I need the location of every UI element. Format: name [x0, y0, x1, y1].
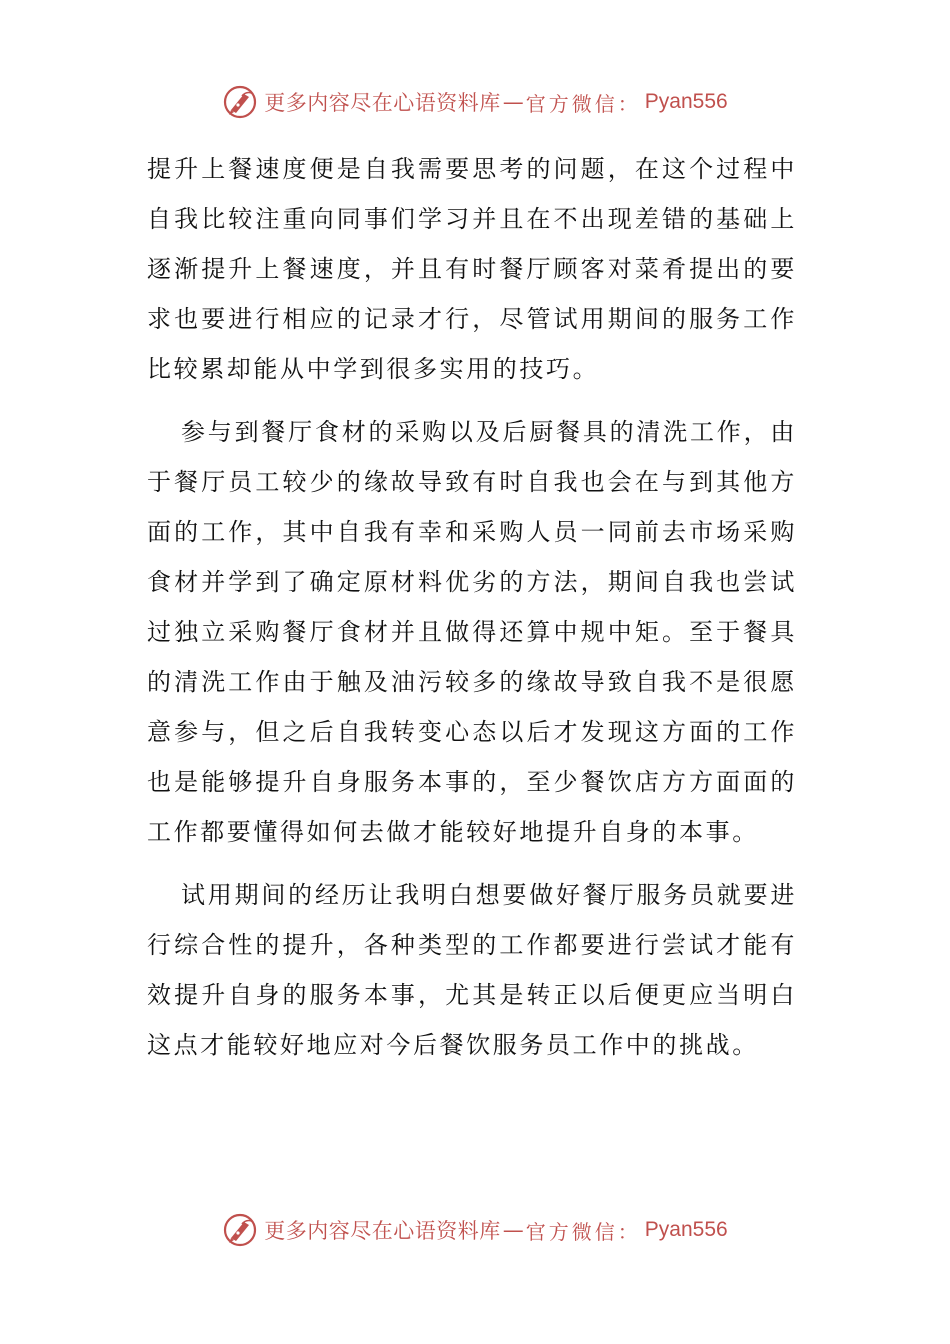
footer-wechat-label: 官方微信：: [525, 1219, 641, 1244]
paragraph-3: 试用期间的经历让我明白想要做好餐厅服务员就要进行综合性的提升，各种类型的工作都要进行尝试才能有效提升自身的服务本事，尤其是转正以后便更应当明白这点才能较好地应对今后餐饮服务员工作中的挑战。: [147, 881, 797, 1059]
paragraph-1: 提升上餐速度便是自我需要思考的问题，在这个过程中自我比较注重向同事们学习并且在不出现差错的基础上逐渐提升上餐速度，并且有时餐厅顾客对菜肴提出的要求也要进行相应的记录才行，尽管试用期间的服务工作比较累却能从中学到很多实用的技巧。: [147, 155, 797, 383]
header-wechat-label: 官方微信：: [525, 91, 641, 116]
pen-logo-icon: [222, 1212, 258, 1248]
footer-separator: —: [502, 1218, 524, 1242]
header-banner: [0, 80, 950, 124]
paragraph-2: 参与到餐厅食材的采购以及后厨餐具的清洗工作，由于餐厅员工较少的缘故导致有时自我也会在与到其他方面的工作，其中自我有幸和采购人员一同前去市场采购食材并学到了确定原材料优劣的方法，期间自我也尝试过独立采购餐厅食材并且做得还算中规中矩。至于餐具的清洗工作由于触及油污较多的缘故导致自我不是很愿意参与，但之后自我转变心态以后才发现这方面的工作也是能够提升自身服务本事的，至少餐饮店方方面面的工作都要懂得如何去做才能较好地提升自身的本事。: [147, 418, 797, 846]
footer-wechat-id: Pyan556: [644, 1218, 728, 1241]
header-separator: —: [502, 90, 524, 114]
footer-banner: [0, 1208, 950, 1252]
document-body: [147, 144, 797, 1083]
header-wechat-id: Pyan556: [644, 90, 728, 113]
pen-logo-icon: [222, 84, 258, 120]
header-brand-text: 更多内容尽在心语资料库: [264, 91, 501, 115]
footer-brand-text: 更多内容尽在心语资料库: [264, 1219, 501, 1243]
